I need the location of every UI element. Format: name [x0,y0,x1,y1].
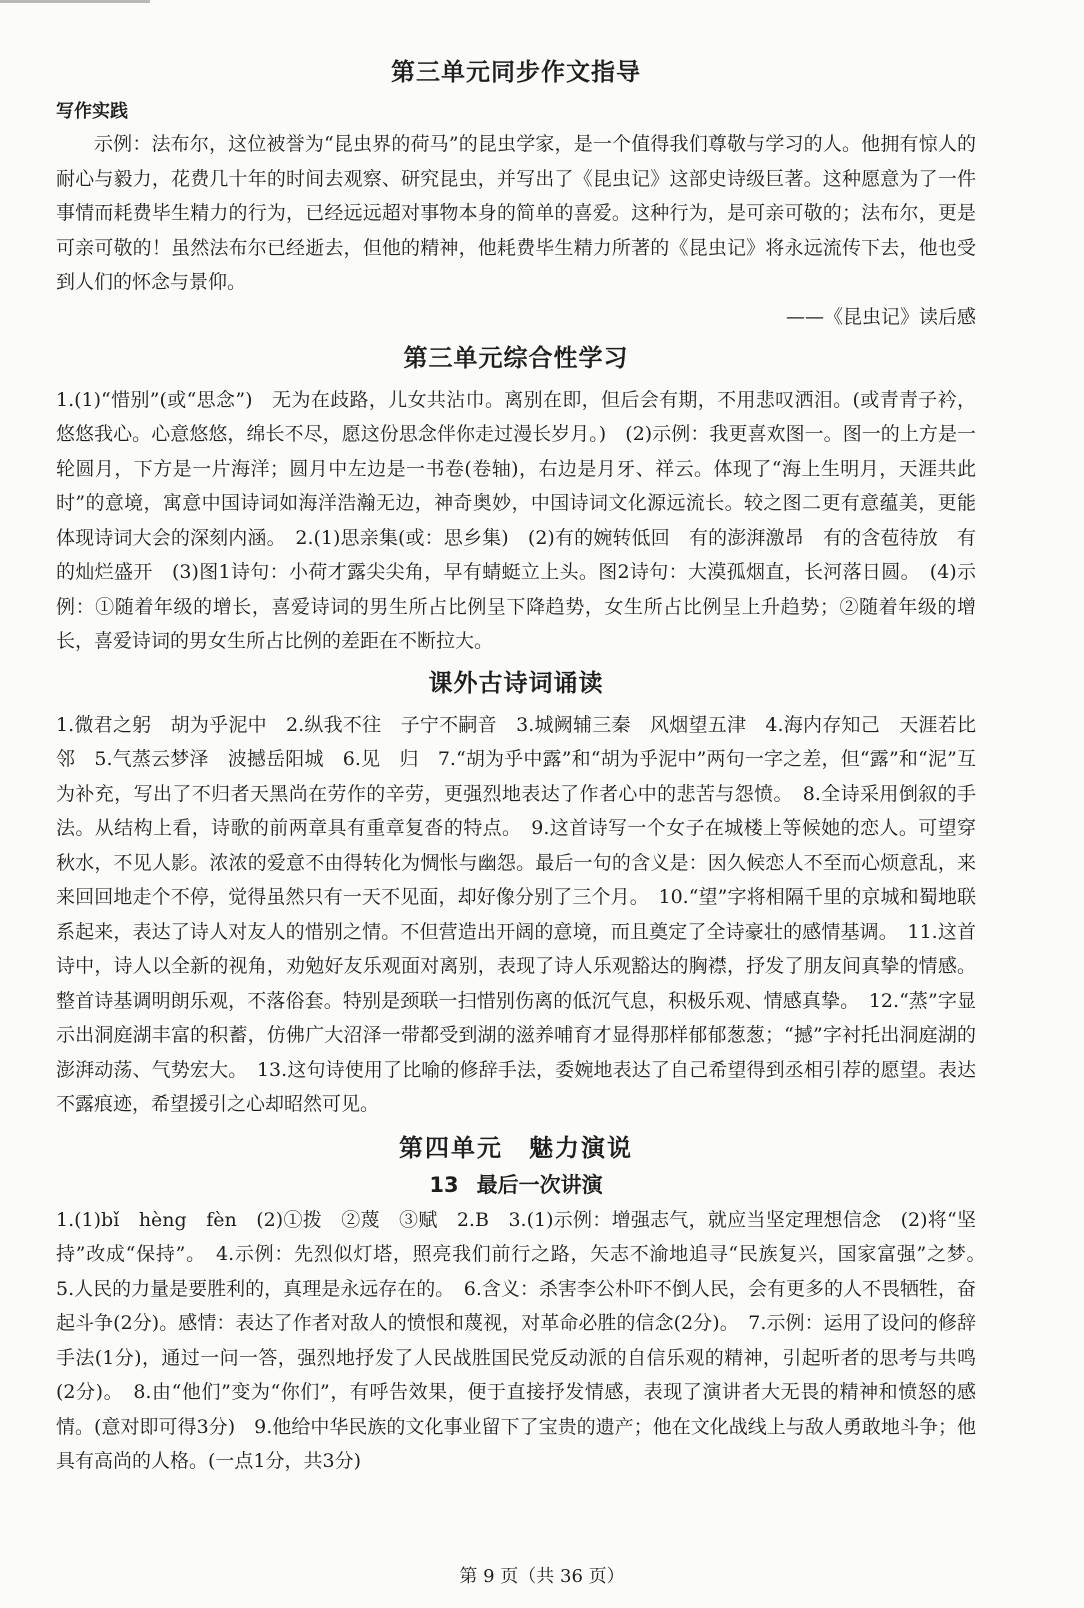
section-title-comprehensive-study: 第三单元综合性学习 [403,343,629,372]
section-title-classical-poetry: 课外古诗词诵读 [428,668,604,697]
classical-poetry-answers: 1.微君之躬 胡为乎泥中 2.纵我不往 子宁不嗣音 3.城阙辅三秦 风烟望五津 4.海内存知己 天涯若比邻 5.气蒸云梦泽 波撼岳阳城 6.见 归 7.“胡为乎中露”和“胡为乎泥中”两句一字之差，但“露”和“泥”互为补充，写出了不归者天黑尚在劳作的辛劳，更强烈地表达了作者心中的悲苦与怨愤。 8.全诗采用倒叙的手法。从结构上看，诗歌的前两章具有重章复沓的特点。 9.这首诗写一个女子在城楼上等候她的恋人。可望穿秋水，不见人影。浓浓的爱意不由得转化为惆怅与幽怨。最后一句的含义是：因久候恋人不至而心烦意乱，来来回回地走个不停，觉得虽然只有一天不见面，却好像分别了三个月。 10.“望”字将相隔千里的京城和蜀地联系起来，表达了诗人对友人的惜别之情。不但营造出开阔的意境，而且奠定了全诗豪壮的感情基调。 11.这首诗中，诗人以全新的视角，劝勉好友乐观面对离别，表现了诗人乐观豁达的胸襟，抒发了朋友间真挚的情感。整首诗基调明朗乐观，不落俗套。特别是颈联一扫惜别伤离的低沉气息，积极乐观、情感真挚。 12.“蒸”字显示出洞庭湖丰富的积蓄，仿佛广大沼泽一带都受到湖的滋养哺育才显得那样郁郁葱葱；“撼”字衬托出洞庭湖的澎湃动荡、气势宏大。 13.这句诗使用了比喻的修辞手法，委婉地表达了自己希望得到丞相引荐的愿望。表达不露痕迹，希望援引之心却昭然可见。 [56,713,976,1115]
unit-four-title: 第四单元 魅力演说 [399,1133,633,1162]
essay-signature: ——《昆虫记》读后感 [785,305,976,328]
comprehensive-study-answers: 1.(1)“惜别”(或“思念”) 无为在歧路，儿女共沾巾。离别在即，但后会有期，不用悲叹洒泪。(或青青子衿，悠悠我心。心意悠悠，绵长不尽，愿这份思念伴你走过漫长岁月。) (2)示例：我更喜欢图一。图一的上方是一轮圆月，下方是一片海洋；圆月中左边是一书卷(卷轴)，右边是月牙、祥云。体现了“海上生明月，天涯共此时”的意境，寓意中国诗词如海洋浩瀚无边，神奇奥妙，中国诗词文化源远流长。较之图二更有意蕴美，更能体现诗词大会的深刻内涵。 2.(1)思亲集(或：思乡集) (2)有的婉转低回 有的澎湃激昂 有的含苞待放 有的灿烂盛开 (3)图1诗句：小荷才露尖尖角，早有蜻蜓立上头。图2诗句：大漠孤烟直，长河落日圆。 (4)示例：①随着年级的增长，喜爱诗词的男生所占比例呈下降趋势，女生所占比例呈上升趋势；②随着年级的增长，喜爱诗词的男女生所占比例的差距在不断拉大。 [56,388,976,652]
section-title-writing-guide: 第三单元同步作文指导 [391,58,641,86]
page-number: 第 9 页（共 36 页） [459,1566,625,1587]
top-edge-mark [0,0,150,3]
subheading-writing-practice: 写作实践 [56,101,128,122]
lesson-number: 13 [429,1172,459,1197]
lesson-answers: 1.(1)bǐ hèng fèn (2)①拨 ②蔑 ③赋 2.B 3.(1)示例：增强志气，就应当坚定理想信念 (2)将“坚持”改成“保持”。 4.示例：先烈似灯塔，照亮我们前行之路，矢志不渝地追寻“民族复兴，国家富强”之梦。 5.人民的力量是要胜利的，真理是永远存在的。 6.含义：杀害李公朴吓不倒人民，会有更多的人不畏牺牲，奋起斗争(2分)。感情：表达了作者对敌人的愤恨和蔑视，对革命必胜的信念(2分)。 7.示例：运用了设问的修辞手法(1分)，通过一问一答，强烈地抒发了人民战胜国民党反动派的自信乐观的精神，引起听者的思考与共鸣(2分)。 8.由“他们”变为“你们”，有呼告效果，便于直接抒发情感，表现了演讲者大无畏的精神和愤怒的感情。(意对即可得3分) 9.他给中华民族的文化事业留下了宝贵的遗产；他在文化战线上与敌人勇敢地斗争；他具有高尚的人格。(一点1分，共3分) [56,1208,996,1472]
writing-example-paragraph: 示例：法布尔，这位被誉为“昆虫界的荷马”的昆虫学家，是一个值得我们尊敬与学习的人。他拥有惊人的耐心与毅力，花费几十年的时间去观察、研究昆虫，并写出了《昆虫记》这部史诗级巨著。这种愿意为了一件事情而耗费毕生精力的行为，已经远远超对事物本身的简单的喜爱。这种行为，是可亲可敬的；法布尔，更是可亲可敬的！虽然法布尔已经逝去，但他的精神，他耗费毕生精力所著的《昆虫记》将永远流传下去，他也受到人们的怀念与景仰。 [56,133,976,293]
page-content [56,52,996,1479]
lesson-title [56,1169,976,1199]
lesson-name: 最后一次讲演 [476,1172,603,1197]
